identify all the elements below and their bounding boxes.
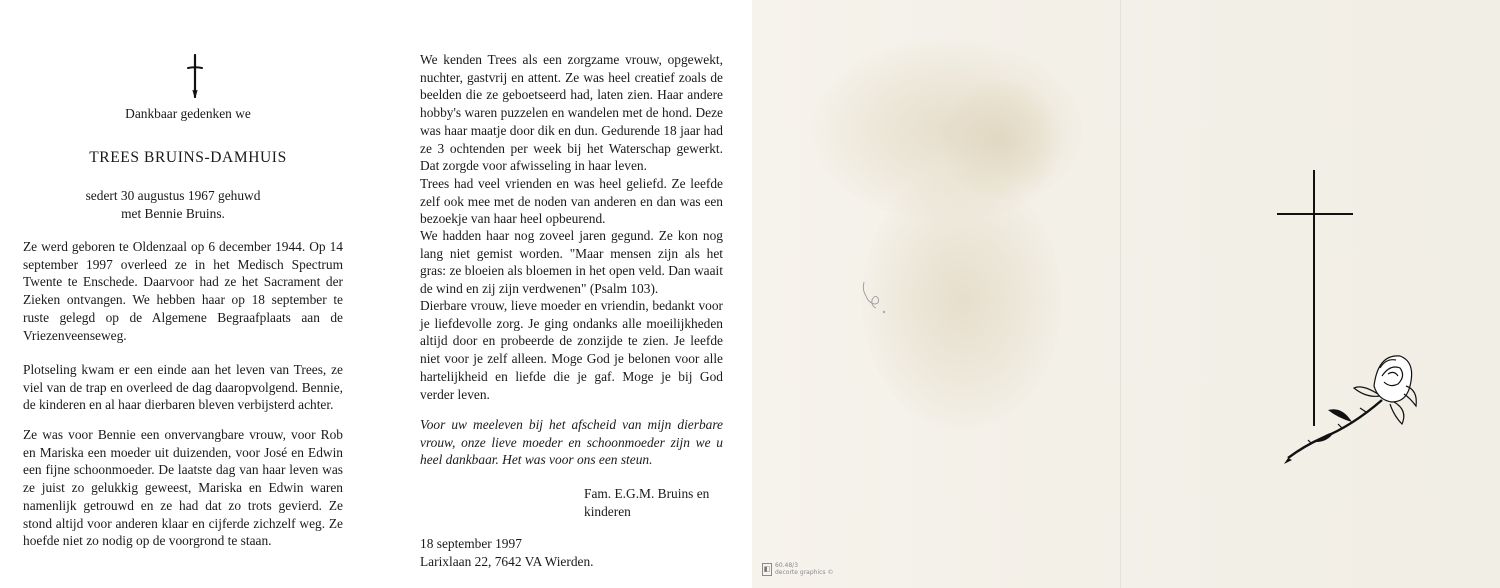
memory-paragraph: Trees had veel vrienden en was heel geliefd. Ze leefde zelf ook mee met de noden van anderen en dan was een bezoekje van haar heel opbeurend. <box>420 176 723 227</box>
memory-paragraph: Dierbare vrouw, lieve moeder en vriendin, bedankt voor je liefdevolle zorg. Je ging ondanks alle moeilijkheden altijd door en probeerde de zonzijde te zien. Je leefde niet voor je zelf alleen. Moge God je belonen voor alle hartelijkheid en liefde die je gaf. Moge je bij God verder leven. <box>420 298 723 402</box>
memory-paragraph: We hadden haar nog zoveel jaren gegund. Ze kon nog lang niet gemist worden. "Maar mensen zijn als het gras: ze bloeien als bloemen in het open veld. Dan waait de wind en zij zijn verdwenen" (Psalm 103). <box>420 228 723 297</box>
card-left-page <box>0 0 376 588</box>
pencil-mark-icon <box>858 276 894 316</box>
biography-paragraph: Ze was voor Bennie een onvervangbare vrouw, voor Rob en Mariska een moeder uit duizenden, voor José en Edwin een fijne schoonmoeder. De laatste dag van haar leven was ze juist zo gelukkig geweest, Mariska en Edwin waren namenlijk getrouwd en ze had dat zo trots gevierd. Ze stond altijd voor anderen klaar en cijferde zichzelf weg. Ze hoefde niet zo nodig op de voorgrond te staan. <box>23 427 343 549</box>
signature-line-1: Fam. E.G.M. Bruins en <box>584 486 710 501</box>
printer-code: 60.48/3 <box>775 562 799 569</box>
marriage-line-1: sedert 30 augustus 1967 gehuwd <box>85 188 261 203</box>
address-line: Larixlaan 22, 7642 VA Wierden. <box>420 554 594 569</box>
deceased-name: TREES BRUINS-DAMHUIS <box>89 149 287 166</box>
rose-icon <box>1282 346 1422 466</box>
fold-line <box>1120 0 1121 588</box>
paper-stain <box>942 80 1062 200</box>
signature-line-2: kinderen <box>584 504 631 519</box>
memory-paragraph: We kenden Trees als een zorgzame vrouw, opgewekt, nuchter, gastvrij en attent. Ze was heel creatief zoals de beelden die ze geboetseerd had, laten zien. Haar andere hobby's waren puzzelen en wandelen met de hond. Deze was haar maatje door dik en dun. Gedurende 18 jaar had ze 3 ochtenden per week bij het Waterschap gewerkt. Dat zorgde voor afwisseling in haar leven. <box>420 52 723 174</box>
printer-name: decorte graphics © <box>775 569 834 576</box>
biography-paragraph: Ze werd geboren te Oldenzaal op 6 december 1944. Op 14 september 1997 overleed ze in het Medisch Spectrum Twente te Enschede. Daarvoor had ze het Sacrament der Zieken ontvangen. We hebben haar op 18 september te ruste gelegd op de Algemene Begraafplaats aan de Vriezenveenseweg. <box>23 239 343 343</box>
printer-mark <box>762 562 833 576</box>
marriage-line-2: met Bennie Bruins. <box>121 206 225 221</box>
date-line: 18 september 1997 <box>420 536 522 551</box>
printer-logo-icon: ◧ <box>762 563 772 576</box>
cross-icon <box>183 54 207 98</box>
card-middle-page <box>376 0 752 588</box>
biography-paragraph: Plotseling kwam er een einde aan het leven van Trees, ze viel van de trap en overleed de dag daaropvolgend. Bennie, de kinderen en al haar dierbaren bleven verbijsterd achter. <box>23 362 343 413</box>
intro-line: Dankbaar gedenken we <box>125 106 251 121</box>
thanks-paragraph: Voor uw meeleven bij het afscheid van mijn dierbare vrouw, onze lieve moeder en schoonmoeder zijn we u heel dankbaar. Het was voor ons een steun. <box>420 417 723 468</box>
